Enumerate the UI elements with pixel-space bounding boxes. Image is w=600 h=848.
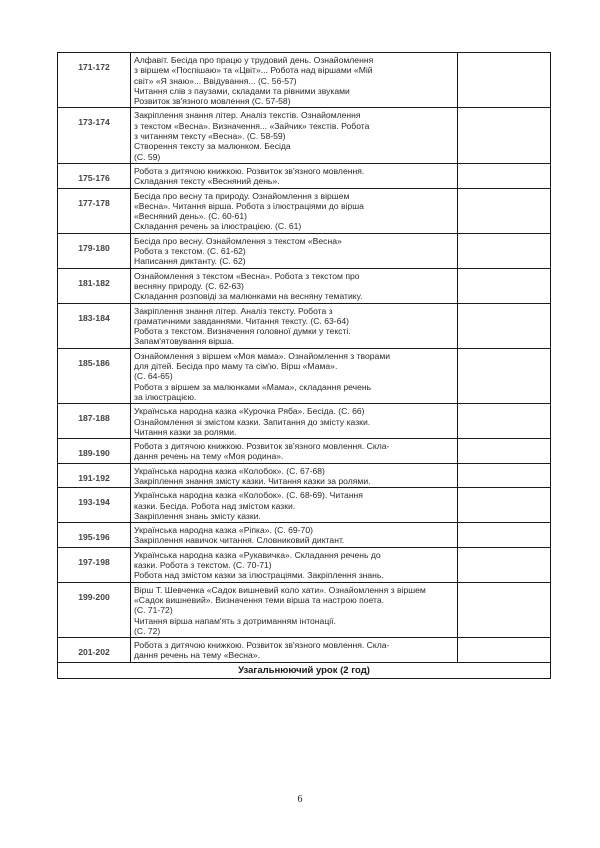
topic-line: Алфавіт. Бесіда про працю у трудовий день. Ознайомлення (134, 55, 374, 65)
topic-line: «Весняний день». (С. 60-61) (134, 211, 247, 222)
table-row (58, 547, 551, 582)
topic-line: (С. 59) (134, 151, 161, 162)
footer-cell: Узагальнюючий урок (2 год) (58, 662, 551, 678)
lesson-number-cell: 171-172 (58, 53, 131, 108)
topic-line: «Весна». Читання вірша. Робота з ілюстраціями до вірша (134, 200, 364, 211)
topic-line: Українська народна казка «Ріпка». (С. 69-70) (134, 525, 313, 536)
table-row (58, 523, 551, 548)
topic-line: за ілюстрацією. (134, 391, 197, 402)
topic-line: Читання казки за ролями. (134, 426, 237, 437)
lesson-number-cell: 191-192 (58, 463, 131, 488)
topic-line: світ» «Я знаю»... Ввідування... (С. 56-57) (134, 75, 297, 86)
lesson-topic-cell (131, 404, 458, 439)
lesson-number-cell: 177-178 (58, 188, 131, 233)
table-row (58, 268, 551, 303)
topic-line: Українська народна казка «Рукавичка». Складання речень до (134, 549, 381, 560)
notes-cell (458, 233, 551, 268)
notes-cell (458, 348, 551, 403)
lesson-number-cell: 199-200 (58, 582, 131, 637)
topic-line: Ознайомлення з віршем «Моя мама». Ознайомлення з творами (134, 350, 391, 361)
topic-line: (С. 71-72) (134, 605, 173, 616)
topic-line: (С. 64-65) (134, 371, 173, 382)
topic-line: Бесіда про весну та природу. Ознайомлення з віршем (134, 190, 350, 201)
topic-line: Закріплення навичок читання. Словниковий диктант. (134, 535, 345, 546)
curriculum-table-container (57, 52, 543, 679)
topic-line: Робота з дитячою книжкою. Розвиток зв'язного мовлення. Скла- (134, 640, 390, 651)
topic-line: Вірш Т. Шевченка «Садок вишневий коло хати». Ознайомлення з віршем (134, 584, 426, 595)
topic-line: весняну природу. (С. 62-63) (134, 280, 244, 291)
topic-line: Написання диктанту. (С. 62) (134, 256, 246, 267)
topic-line: Ознайомлення з текстом «Весна». Робота з текстом про (134, 270, 360, 281)
table-row (58, 488, 551, 523)
page-number: 6 (297, 794, 303, 805)
topic-line: (С. 72) (134, 625, 161, 636)
topic-line: Ознайомлення зі змістом казки. Запитання до змісту казки. (134, 416, 371, 427)
topic-line: Робота з дитячою книжкою. Розвиток зв'язного мовлення. Скла- (134, 441, 390, 452)
notes-cell (458, 488, 551, 523)
lesson-topic-cell (131, 547, 458, 582)
lesson-topic-cell (131, 638, 458, 663)
topic-line: Бесіда про весну. Ознайомлення з текстом «Весна» (134, 235, 342, 246)
lesson-number-cell: 181-182 (58, 268, 131, 303)
topic-line: граматичними завданнями. Читання тексту. (С. 63-64) (134, 315, 350, 326)
lesson-number-cell: 201-202 (58, 638, 131, 663)
lesson-number-cell: 183-184 (58, 303, 131, 348)
topic-line: Розвиток зв'язного мовлення (С. 57-58) (134, 96, 291, 107)
lesson-number-cell: 187-188 (58, 404, 131, 439)
lesson-topic-cell (131, 163, 458, 188)
notes-cell (458, 463, 551, 488)
lesson-topic-cell (131, 582, 458, 637)
notes-cell (458, 638, 551, 663)
table-row (58, 303, 551, 348)
topic-line: з текстом «Весна». Визначення... «Зайчик» текстів. Робота (134, 120, 370, 131)
lesson-topic-cell (131, 303, 458, 348)
lesson-topic-cell (131, 523, 458, 548)
lesson-number-cell: 173-174 (58, 108, 131, 163)
topic-line: Складання тексту «Весняний день». (134, 176, 280, 187)
lesson-number-cell: 189-190 (58, 439, 131, 464)
topic-line: Робота з текстом. Визначення головної думки у тексті. (134, 326, 351, 337)
topic-line: Робота з текстом. (С. 61-62) (134, 246, 246, 257)
table-row (58, 404, 551, 439)
topic-line: Робота над змістом казки за ілюстраціями. Закріплення знань. (134, 570, 384, 581)
lesson-topic-cell (131, 108, 458, 163)
lesson-topic-cell (131, 463, 458, 488)
lesson-number-cell: 185-186 (58, 348, 131, 403)
notes-cell (458, 163, 551, 188)
topic-line: Робота з дитячою книжкою. Розвиток зв'язного мовлення. (134, 165, 365, 176)
topic-line: казки. Бесіда. Робота над змістом казки. (134, 500, 296, 511)
notes-cell (458, 268, 551, 303)
notes-cell (458, 108, 551, 163)
lesson-topic-cell (131, 233, 458, 268)
topic-line: Створення тексту за малюнком. Бесіда (134, 141, 291, 152)
lesson-topic-cell (131, 53, 458, 108)
topic-line: Українська народна казка «Курочка Ряба». Бесіда. (С. 66) (134, 406, 365, 417)
table-row (58, 582, 551, 637)
topic-line: Складання речень за ілюстрацією. (С. 61) (134, 221, 302, 232)
topic-line: дання речень на тему «Моя родина». (134, 451, 284, 462)
notes-cell (458, 188, 551, 233)
lesson-number-cell: 197-198 (58, 547, 131, 582)
topic-line: Закріплення знання змісту казки. Читання казки за ролями. (134, 475, 371, 486)
footer-row (58, 662, 551, 678)
lesson-number-cell: 179-180 (58, 233, 131, 268)
table-row (58, 348, 551, 403)
curriculum-table (57, 52, 551, 679)
lesson-topic-cell (131, 488, 458, 523)
notes-cell (458, 439, 551, 464)
table-row (58, 188, 551, 233)
topic-line: Запам'ятовування вірша. (134, 336, 234, 347)
table-row (58, 53, 551, 108)
notes-cell (458, 547, 551, 582)
topic-line: «Садок вишневий». Визначення теми вірша та настрою поета. (134, 594, 385, 605)
topic-line: казки. Робота з текстом. (С. 70-71) (134, 560, 272, 571)
topic-line: для дітей. Бесіда про маму та сім'ю. Вірш «Мама». (134, 361, 338, 372)
notes-cell (458, 582, 551, 637)
topic-line: Закріплення знання літер. Аналіз тексту. Робота з (134, 305, 333, 316)
topic-line: Робота з віршем за малюнками «Мама», складання речень (134, 381, 372, 392)
lesson-topic-cell (131, 439, 458, 464)
lesson-number-cell: 175-176 (58, 163, 131, 188)
table-row (58, 463, 551, 488)
topic-line: Українська народна казка «Колобок». (С. 67-68) (134, 465, 325, 476)
topic-line: Читання вірша напам'ять з дотриманням інтонації. (134, 615, 336, 626)
table-row (58, 439, 551, 464)
topic-line: з читанням тексту «Весна». (С. 58-59) (134, 131, 286, 142)
table-row (58, 108, 551, 163)
notes-cell (458, 53, 551, 108)
topic-line: Українська народна казка «Колобок». (С. 68-69). Читання (134, 490, 363, 501)
table-row (58, 638, 551, 663)
lesson-topic-cell (131, 188, 458, 233)
table-row (58, 163, 551, 188)
topic-line: Закріплення знання літер. Аналіз текстів. Ознайомлення (134, 110, 361, 121)
topic-line: Складання розповіді за малюнками на весняну тематику. (134, 291, 363, 302)
topic-line: Читання слів з паузами, складами та рівними звуками (134, 85, 350, 96)
lesson-topic-cell (131, 348, 458, 403)
lesson-number-cell: 195-196 (58, 523, 131, 548)
lesson-number-cell: 193-194 (58, 488, 131, 523)
notes-cell (458, 303, 551, 348)
topic-line: з віршем «Поспішаю» та «Цвіт»... Робота над віршами «Мій (134, 65, 373, 76)
topic-line: дання речень на тему «Весна». (134, 650, 260, 661)
lesson-topic-cell (131, 268, 458, 303)
notes-cell (458, 404, 551, 439)
table-row (58, 233, 551, 268)
topic-line: Закріплення знань змісту казки. (134, 510, 261, 521)
notes-cell (458, 523, 551, 548)
